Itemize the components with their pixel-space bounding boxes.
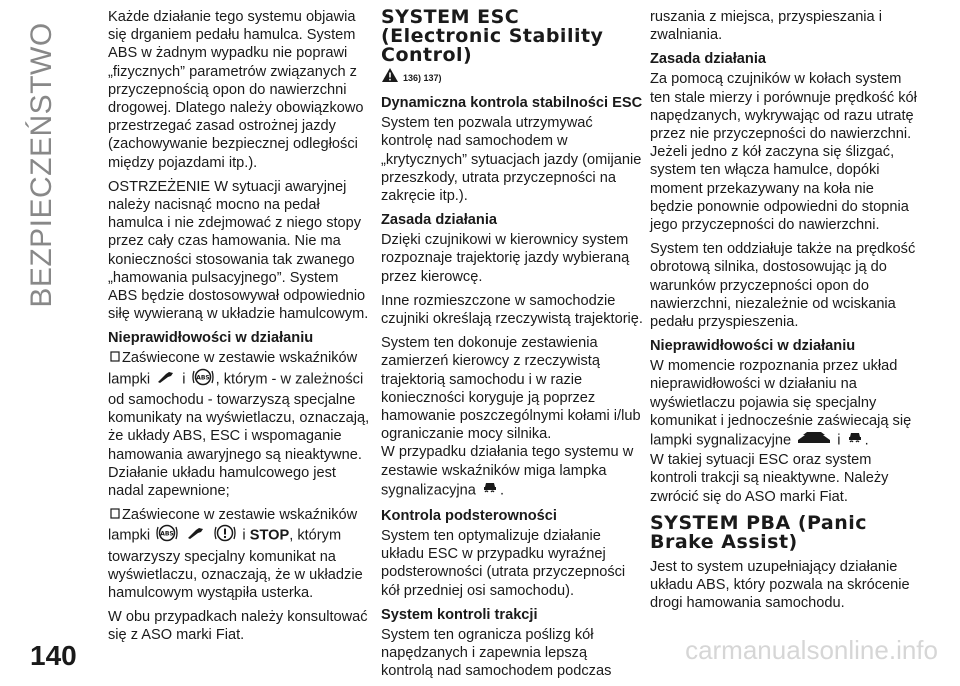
bullet-paragraph: Zaświecone w zestawie wskaźników lampki i ABS , którym - w zależności od samochodu - towarzyszą specjalne komunikaty na wyświetlaczu, oznaczają, że układy ABS, ESC i wspomaganie hamowania awaryjnego są nieaktywne. Działanie układu hamulcowego jest nadal zapewnione; bbox=[108, 350, 370, 499]
paragraph: System ten optymalizuje działanie układu ESC w przypadku wyraźnej podsterowności (utrata przyczepności kół przedniej osi samochodu). bbox=[381, 528, 626, 599]
esc-skid-icon bbox=[847, 430, 863, 451]
esc-skid-icon bbox=[482, 480, 498, 501]
section-title: SYSTEM PBA (Panic Brake Assist) bbox=[650, 511, 868, 553]
bullet-square-icon bbox=[110, 349, 120, 367]
paragraph: Inne rozmieszczone w samochodzie czujniki określają rzeczywistą trajektorię. bbox=[381, 292, 643, 328]
bullet-paragraph: Zaświecone w zestawie wskaźników lampki ABS i STOP, którym towarzyszy specjalny komunikat na wyświetlaczu, oznaczają, że w układzie hamulcowym wystąpiła usterka. bbox=[108, 507, 363, 601]
section-heading: Kontrola podsterowności bbox=[381, 508, 557, 525]
paragraph: Każde działanie tego systemu objawia się drganiem pedału hamulca. System ABS w żadnym wypadku nie poprawi „fizycznych” parametrów związanych z przyczepnością opon do nawierzchni drogowej. Dlatego należy obowiązkowo przestrzegać zasad ostrożnej jazdy (zachowywanie bezpiecznej odległości między pojazdami itp.). bbox=[108, 9, 364, 171]
paragraph: ruszania z miejsca, przyspieszania i zwalniania. bbox=[650, 9, 882, 44]
paragraph: Za pomocą czujników w kołach system ten stale mierzy i porównuje prędkość kół napędzanych, wykrywając od razu utratę przez nie przyczepności do nawierzchni. Jeżeli jedno z kół zaczyna się ślizgać, system ten włącza hamulce, dopóki moment przekazywany na koła nie będzie ponownie odpowiedni do stopnia jego przyczepności do nawierzchni. bbox=[650, 71, 917, 234]
abs-warning-icon bbox=[156, 524, 178, 547]
section-heading: Zasada działania bbox=[381, 212, 497, 229]
paragraph: W momencie rozpoznania przez układ nieprawidłowości w działaniu na wyświetlaczu pojawia się specjalny komunikat i jednocześnie zaświecają się lampki sygnalizacyjne i . bbox=[650, 357, 920, 451]
paragraph: W takiej sytuacji ESC oraz system kontroli trakcji są nieaktywne. Należy zwrócić się do ASO marki Fiat. bbox=[650, 452, 889, 505]
section-heading: Zasada działania bbox=[650, 51, 766, 68]
brake-warning-icon bbox=[156, 370, 176, 389]
warning-paragraph: OSTRZEŻENIE W sytuacji awaryjnej należy nacisnąć mocno na pedał hamulca i nie zdejmować z niego stopy przez cały czas hamowania. Nie ma konieczności stosowania tak zwanego „hamowania pulsacyjnego”. System ABS będzie dostosowywał odpowiednio siłę wywieraną w układzie hamulcowym. bbox=[108, 178, 369, 323]
section-heading: Dynamiczna kontrola stabilności ESC bbox=[381, 95, 643, 112]
column-left bbox=[108, 8, 370, 651]
paragraph: System ten oddziałuje także na prędkość obrotową silnika, dostosowując ją do warunków przyczepności opon do nawierzchni, niezależnie od wciskania pedału przyspieszenia. bbox=[650, 241, 916, 331]
column-right bbox=[650, 8, 920, 618]
section-heading: System kontroli trakcji bbox=[381, 606, 538, 623]
paragraph: System ten pozwala utrzymywać kontrolę nad samochodem w „krytycznych” sytuacjach jazdy (omijanie przeszkody, utrata przyczepności na zakręcie itp.). bbox=[381, 115, 642, 205]
svg-text:ABS: ABS bbox=[195, 374, 210, 382]
abs-warning-icon bbox=[192, 368, 214, 391]
paragraph: W obu przypadkach należy konsultować się z ASO marki Fiat. bbox=[108, 609, 368, 644]
reference-marks: 136) 137) bbox=[381, 67, 643, 88]
page-number: 140 bbox=[30, 640, 77, 671]
section-side-label: BEZPIECZEŃSTWO bbox=[25, 22, 58, 308]
watermark: carmanualsonline.info bbox=[685, 635, 938, 665]
section-title: SYSTEM ESC (Electronic Stability Control) bbox=[381, 6, 604, 66]
paragraph: Dzięki czujnikowi w kierownicy system rozpoznaje trajektorię jazdy wybieraną przez kierowcę. bbox=[381, 232, 630, 285]
column-middle bbox=[381, 8, 643, 686]
svg-text:ABS: ABS bbox=[160, 530, 175, 538]
paragraph: Jest to system uzupełniający działanie układu ABS, który pozwala na skrócenie drogi hamowania samochodu. bbox=[650, 558, 910, 612]
paragraph: System ten ogranicza poślizg kół napędzanych i zapewnia lepszą kontrolą nad samochodem podczas bbox=[381, 626, 612, 680]
section-heading: Nieprawidłowości w działaniu bbox=[108, 330, 314, 347]
paragraph: W przypadku działania tego systemu w zestawie wskaźników miga lampka sygnalizacyjna . bbox=[381, 443, 643, 501]
paragraph: System ten dokonuje zestawienia zamierzeń kierowcy z rzeczywistą trajektorią samochodu i w razie konieczności koryguje ją poprzez hamowanie poszczególnymi kołami i/lub ograniczanie mocy silnika. bbox=[381, 335, 641, 443]
esc-off-icon bbox=[797, 431, 831, 450]
bullet-square-icon bbox=[110, 506, 120, 524]
brake-failure-icon bbox=[214, 524, 236, 547]
brake-warning-icon bbox=[186, 526, 206, 545]
section-heading: Nieprawidłowości w działaniu bbox=[650, 338, 856, 355]
warning-triangle-icon bbox=[381, 67, 399, 88]
